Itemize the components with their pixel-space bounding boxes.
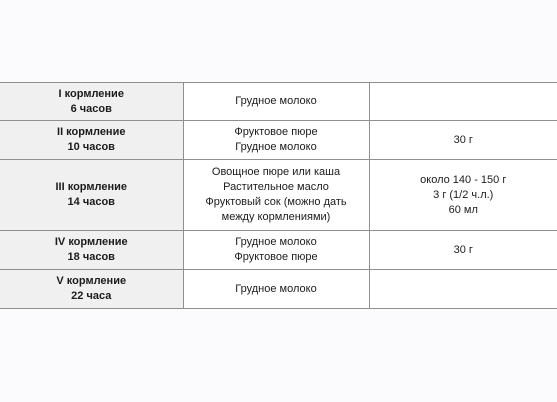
feeding-time-cell xyxy=(0,83,183,121)
food-item: между кормлениями) xyxy=(221,211,331,223)
feeding-time-cell xyxy=(0,231,183,270)
feeding-time-cell xyxy=(0,121,183,160)
feeding-schedule-table xyxy=(0,82,557,309)
table-row xyxy=(0,231,557,270)
amount-cell xyxy=(369,160,557,231)
feeding-label: III кормление xyxy=(55,181,127,193)
food-cell xyxy=(183,160,369,231)
amount-item: около 140 - 150 г xyxy=(420,173,507,186)
amount-cell xyxy=(369,231,557,270)
feeding-time: 18 часов xyxy=(67,251,115,263)
food-item: Грудное молоко xyxy=(235,95,317,107)
feeding-label: II кормление xyxy=(57,126,126,138)
food-item: Грудное молоко xyxy=(235,236,317,248)
food-cell xyxy=(183,270,369,309)
food-item: Фруктовое пюре xyxy=(234,126,318,138)
food-item: Грудное молоко xyxy=(235,141,317,153)
food-item: Растительное масло xyxy=(223,181,329,193)
feeding-time: 22 часа xyxy=(71,290,112,302)
feeding-label: V кормление xyxy=(56,275,127,287)
table-row xyxy=(0,160,557,231)
feeding-label: I кормление xyxy=(58,87,124,100)
food-cell xyxy=(183,231,369,270)
table-row xyxy=(0,270,557,309)
amount-cell xyxy=(369,83,557,121)
food-cell xyxy=(183,121,369,160)
feeding-time: 6 часов xyxy=(70,102,112,115)
table-row xyxy=(0,121,557,160)
amount-cell xyxy=(369,121,557,160)
feeding-time-cell xyxy=(0,270,183,309)
food-item: Овощное пюре или каша xyxy=(211,166,341,178)
amount-item: 30 г xyxy=(453,133,473,146)
table-row xyxy=(0,83,557,121)
amount-item: 30 г xyxy=(453,243,473,256)
food-item: Грудное молоко xyxy=(235,282,317,295)
food-item: Фруктовый сок (можно дать xyxy=(205,196,347,208)
food-item: Фруктовое пюре xyxy=(234,251,318,263)
feeding-time-cell xyxy=(0,160,183,231)
feeding-label: IV кормление xyxy=(54,236,128,248)
amount-cell xyxy=(369,270,557,309)
food-cell xyxy=(183,83,369,121)
amount-item: 3 г (1/2 ч.л.) xyxy=(433,188,494,201)
amount-item: 60 мл xyxy=(448,203,478,216)
feeding-time: 14 часов xyxy=(67,196,115,208)
feeding-time: 10 часов xyxy=(67,141,115,153)
